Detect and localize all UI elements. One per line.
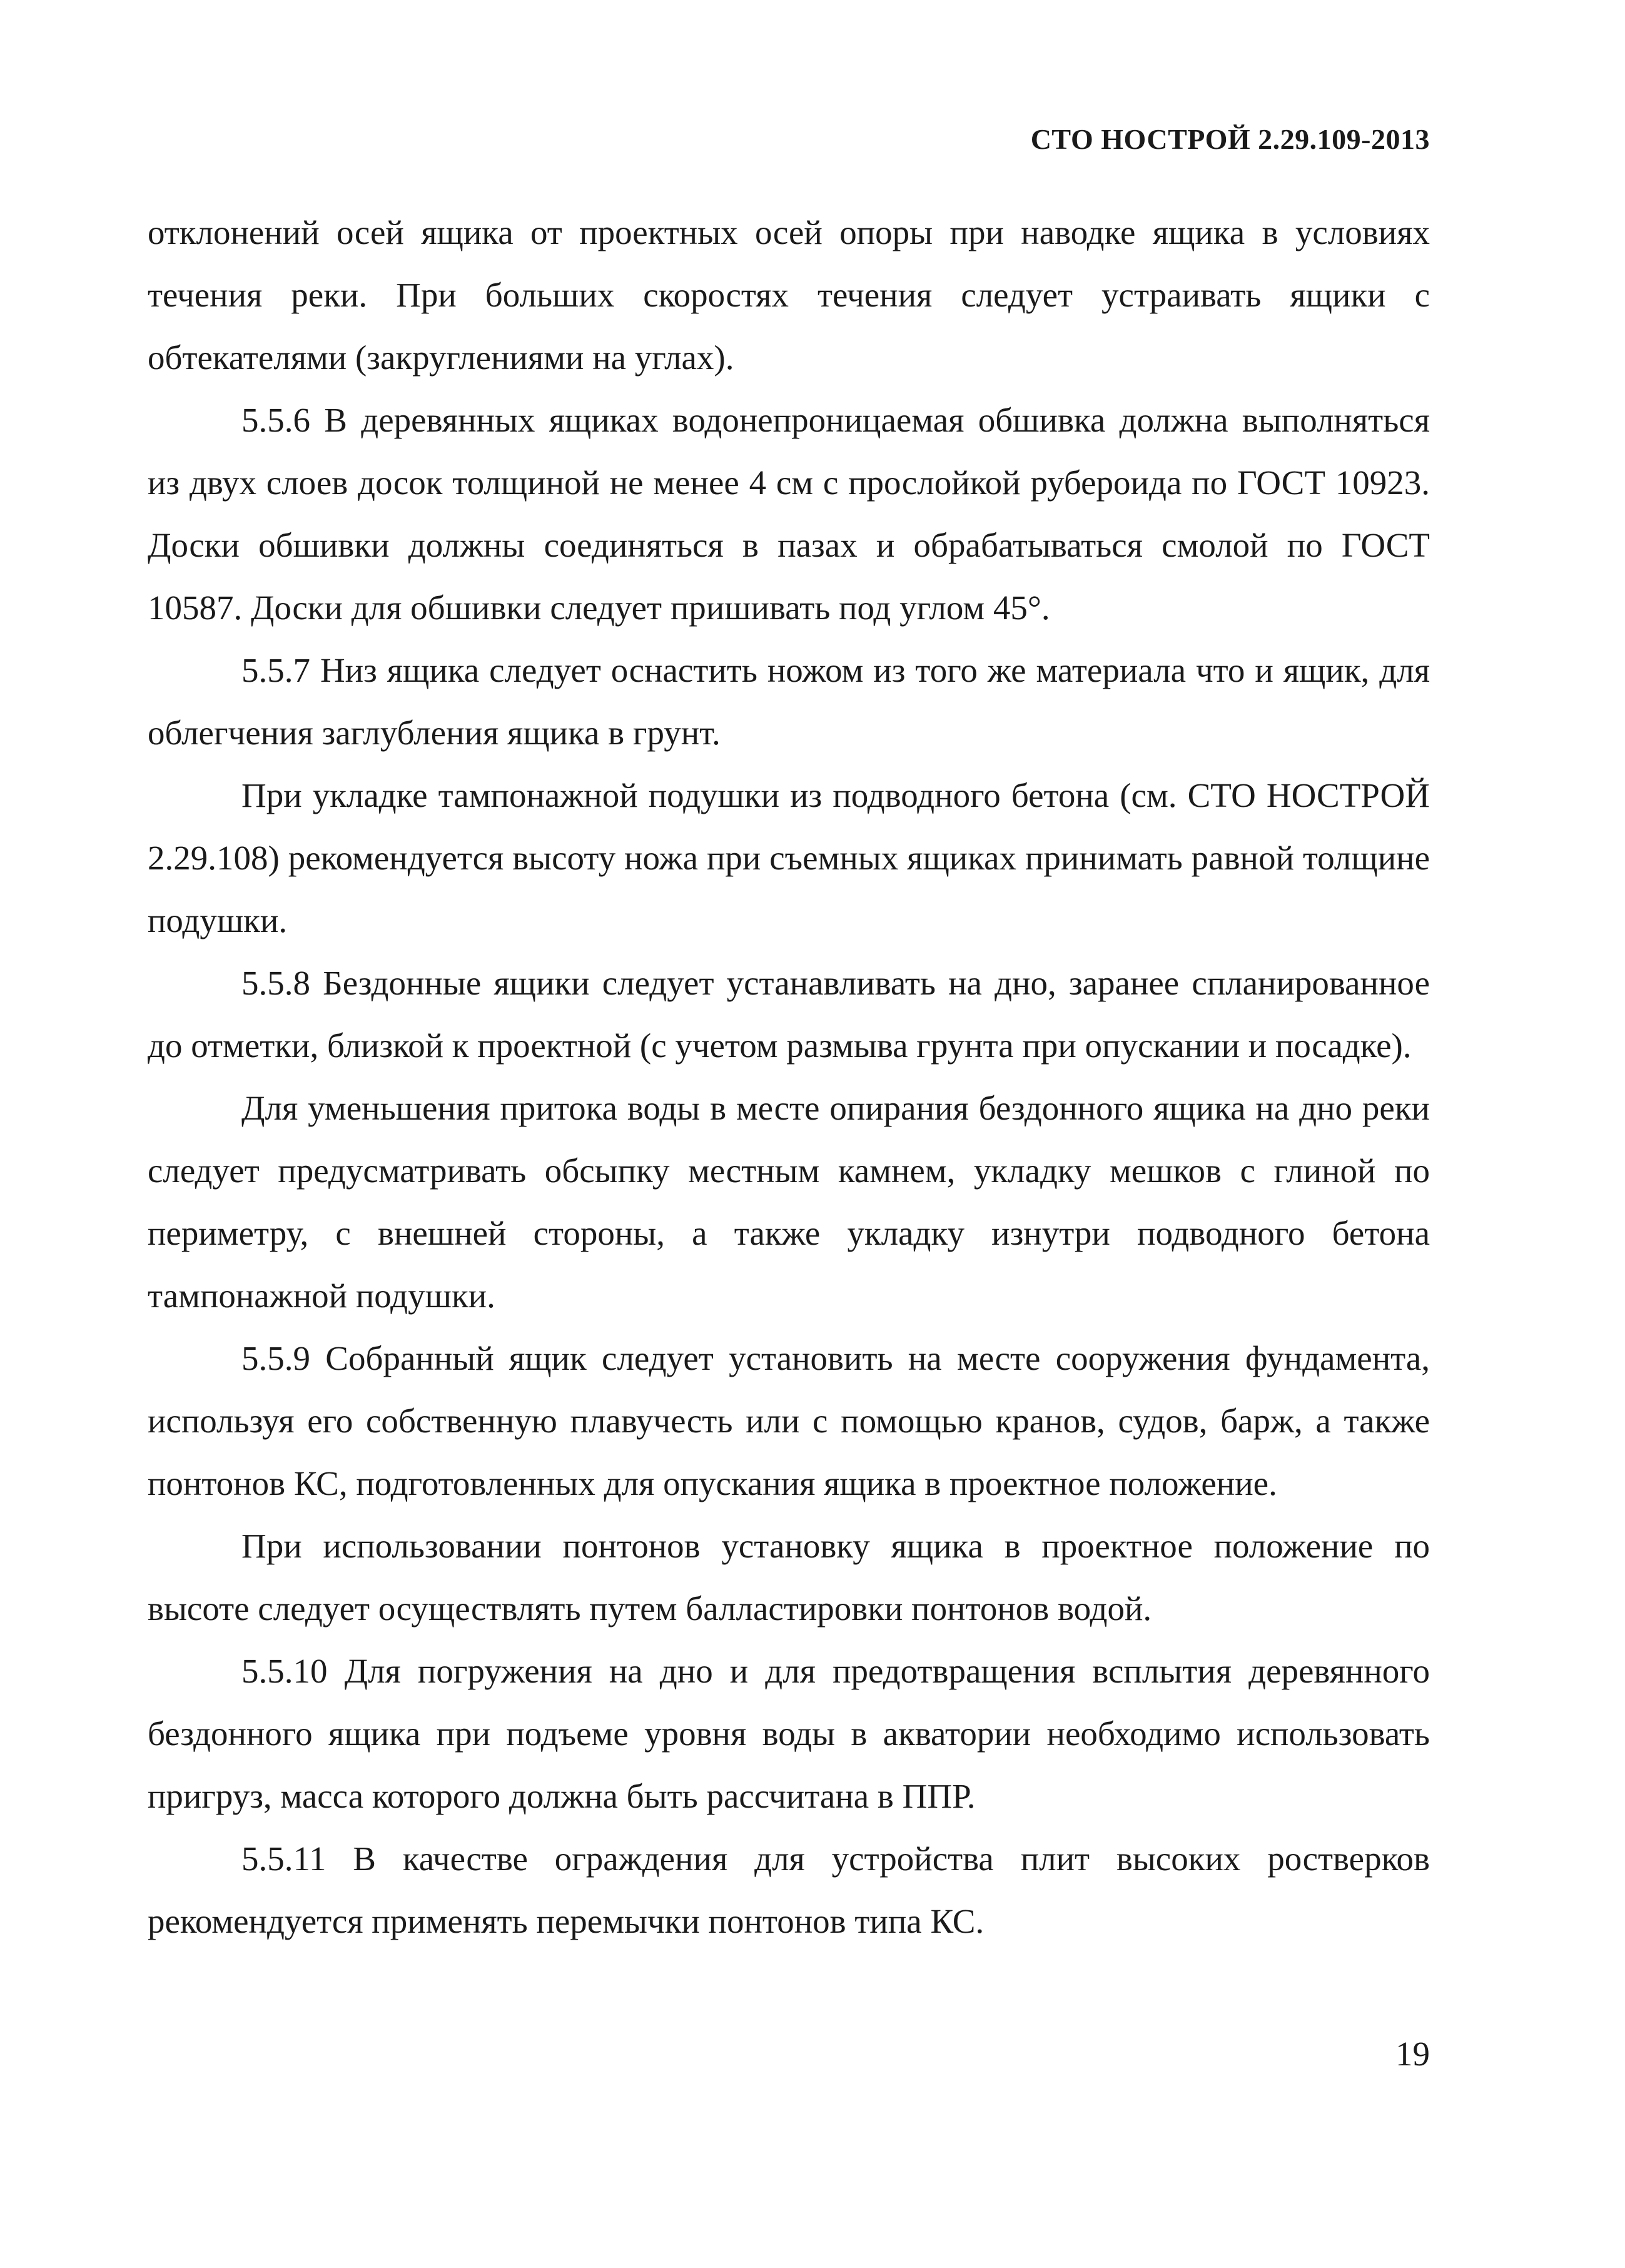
document-header: СТО НОСТРОЙ 2.29.109-2013 [1030,123,1430,155]
paragraph-5-5-9: 5.5.9 Собранный ящик следует установить на месте сооружения фундамента, используя его собственную плавучесть или с помощью кранов, судов, барж, а также понтонов КС, подготовленных для опускания ящика в проектное положение. [148,1339,1430,1502]
paragraph-pontoon-ballasting: При использовании понтонов установку ящика в проектное положение по высоте следует осуществлять путем балластировки понтонов водой. [148,1527,1430,1628]
paragraph-5-5-7: 5.5.7 Низ ящика следует оснастить ножом из того же материала что и ящик, для облегчения заглубления ящика в грунт. [148,651,1430,752]
paragraph-tamponage-cushion: При укладке тампонажной подушки из подводного бетона (см. СТО НОСТРОЙ 2.29.108) рекомендуется высоту ножа при съемных ящиках принимать равной толщине подушки. [148,776,1430,939]
paragraph-5-5-8: 5.5.8 Бездонные ящики следует устанавливать на дно, заранее спланированное до отметки, близкой к проектной (с учетом размыва грунта при опускании и посадке). [148,964,1430,1065]
document-body [148,201,1430,1953]
paragraph-water-inflow: Для уменьшения притока воды в месте опирания бездонного ящика на дно реки следует предусматривать обсыпку местным камнем, укладку мешков с глиной по периметру, с внешней стороны, а также укладку изнутри подводного бетона тампонажной подушки. [148,1089,1430,1315]
page-number: 19 [1395,2035,1430,2073]
paragraph-5-5-11: 5.5.11 В качестве ограждения для устройства плит высоких ростверков рекомендуется применять перемычки понтонов типа КС. [148,1840,1430,1940]
paragraph-5-5-10: 5.5.10 Для погружения на дно и для предотвращения всплытия деревянного бездонного ящика при подъеме уровня воды в акватории необходимо использовать пригруз, масса которого должна быть рассчитана в ППР. [148,1652,1430,1815]
paragraph-continuation: отклонений осей ящика от проектных осей опоры при наводке ящика в условиях течения реки. При больших скоростях течения следует устраивать ящики с обтекателями (закруглениями на углах). [148,213,1430,377]
paragraph-5-5-6: 5.5.6 В деревянных ящиках водонепроницаемая обшивка должна выполняться из двух слоев досок толщиной не менее 4 см с прослойкой рубероида по ГОСТ 10923. Доски обшивки должны соединяться в пазах и обрабатываться смолой по ГОСТ 10587. Доски для обшивки следует пришивать под углом 45°. [148,401,1430,627]
